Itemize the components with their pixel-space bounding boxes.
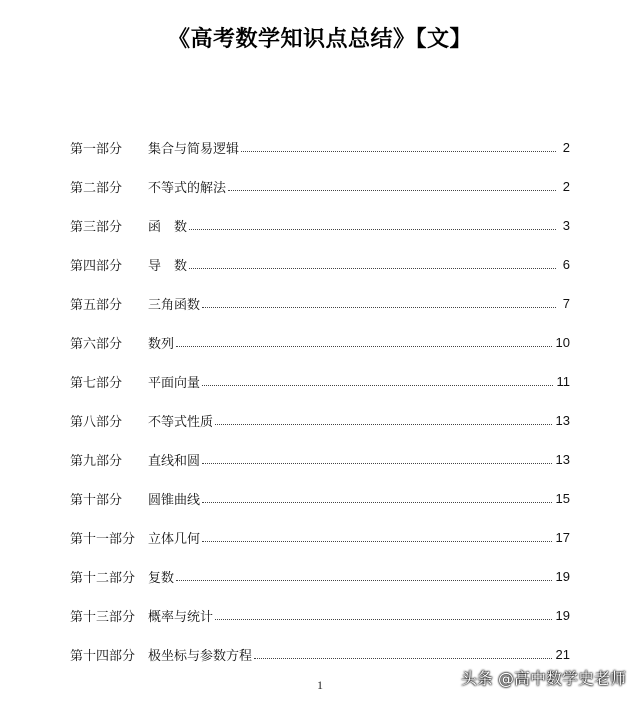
toc-part-label: 第八部分 [70,415,123,430]
toc-topic: 集合与简易逻辑 [148,142,240,157]
toc-topic: 复数 [148,571,175,586]
toc-page-number: 2 [562,140,570,155]
toc-page-number: 15 [555,491,570,506]
toc-page-number: 3 [562,218,570,233]
toc-entry [70,362,570,401]
toc-part-label: 第十一部分 [70,532,136,547]
dot-leader [254,657,552,659]
toc-entry [70,401,570,440]
dot-leader [215,618,552,620]
toc-page-number: 7 [562,296,570,311]
toc-page-number: 11 [556,374,570,389]
toc-part-label: 第七部分 [70,376,123,391]
toc-entry [70,206,570,245]
dot-leader [202,384,552,386]
toc-page-number: 17 [555,530,570,545]
toc-part-label: 第二部分 [70,181,123,196]
footer-page-number: 1 [317,678,323,692]
toc-entry [70,284,570,323]
toc-entry [70,440,570,479]
toc-entry [70,323,570,362]
toc-page-number: 19 [555,608,570,623]
toc-part-label: 第十三部分 [70,610,136,625]
toc-topic: 平面向量 [148,376,201,391]
toc-part-label: 第十二部分 [70,571,136,586]
toc-entry [70,557,570,596]
toc-entry [70,167,570,206]
dot-leader [176,579,552,581]
toc-page-number: 2 [562,179,570,194]
dot-leader [241,150,556,152]
toc-part-label: 第十部分 [70,493,123,508]
dot-leader [202,306,556,308]
toc-entry [70,245,570,284]
toc-entry [70,479,570,518]
table-of-contents [70,128,570,674]
watermark: 头条 @高中数学史老师 [460,669,626,688]
toc-topic: 圆锥曲线 [148,493,201,508]
toc-page-number: 19 [555,569,570,584]
toc-entry [70,518,570,557]
toc-part-label: 第九部分 [70,454,123,469]
toc-topic: 直线和圆 [148,454,201,469]
toc-page-number: 13 [555,452,570,467]
toc-part-label: 第五部分 [70,298,123,313]
toc-part-label: 第六部分 [70,337,123,352]
toc-page-number: 13 [555,413,570,428]
toc-part-label: 第三部分 [70,220,123,235]
toc-topic: 导 数 [148,259,188,274]
document-title: 《高考数学知识点总结》【文】 [167,27,472,52]
dot-leader [202,462,552,464]
dot-leader [202,540,552,542]
toc-page-number: 6 [562,257,570,272]
dot-leader [189,228,556,230]
toc-topic: 不等式性质 [148,415,214,430]
dot-leader [176,345,552,347]
dot-leader [202,501,552,503]
toc-entry [70,128,570,167]
toc-topic: 函 数 [148,220,188,235]
toc-topic: 立体几何 [148,532,201,547]
toc-entry [70,596,570,635]
toc-topic: 不等式的解法 [148,181,227,196]
toc-topic: 三角函数 [148,298,201,313]
dot-leader [215,423,552,425]
toc-part-label: 第一部分 [70,142,123,157]
toc-topic: 数列 [148,337,175,352]
dot-leader [189,267,556,269]
toc-page-number: 10 [555,335,570,350]
toc-topic: 极坐标与参数方程 [148,649,253,664]
toc-topic: 概率与统计 [148,610,214,625]
dot-leader [228,189,556,191]
toc-part-label: 第四部分 [70,259,123,274]
toc-part-label: 第十四部分 [70,649,136,664]
toc-page-number: 21 [555,647,570,662]
